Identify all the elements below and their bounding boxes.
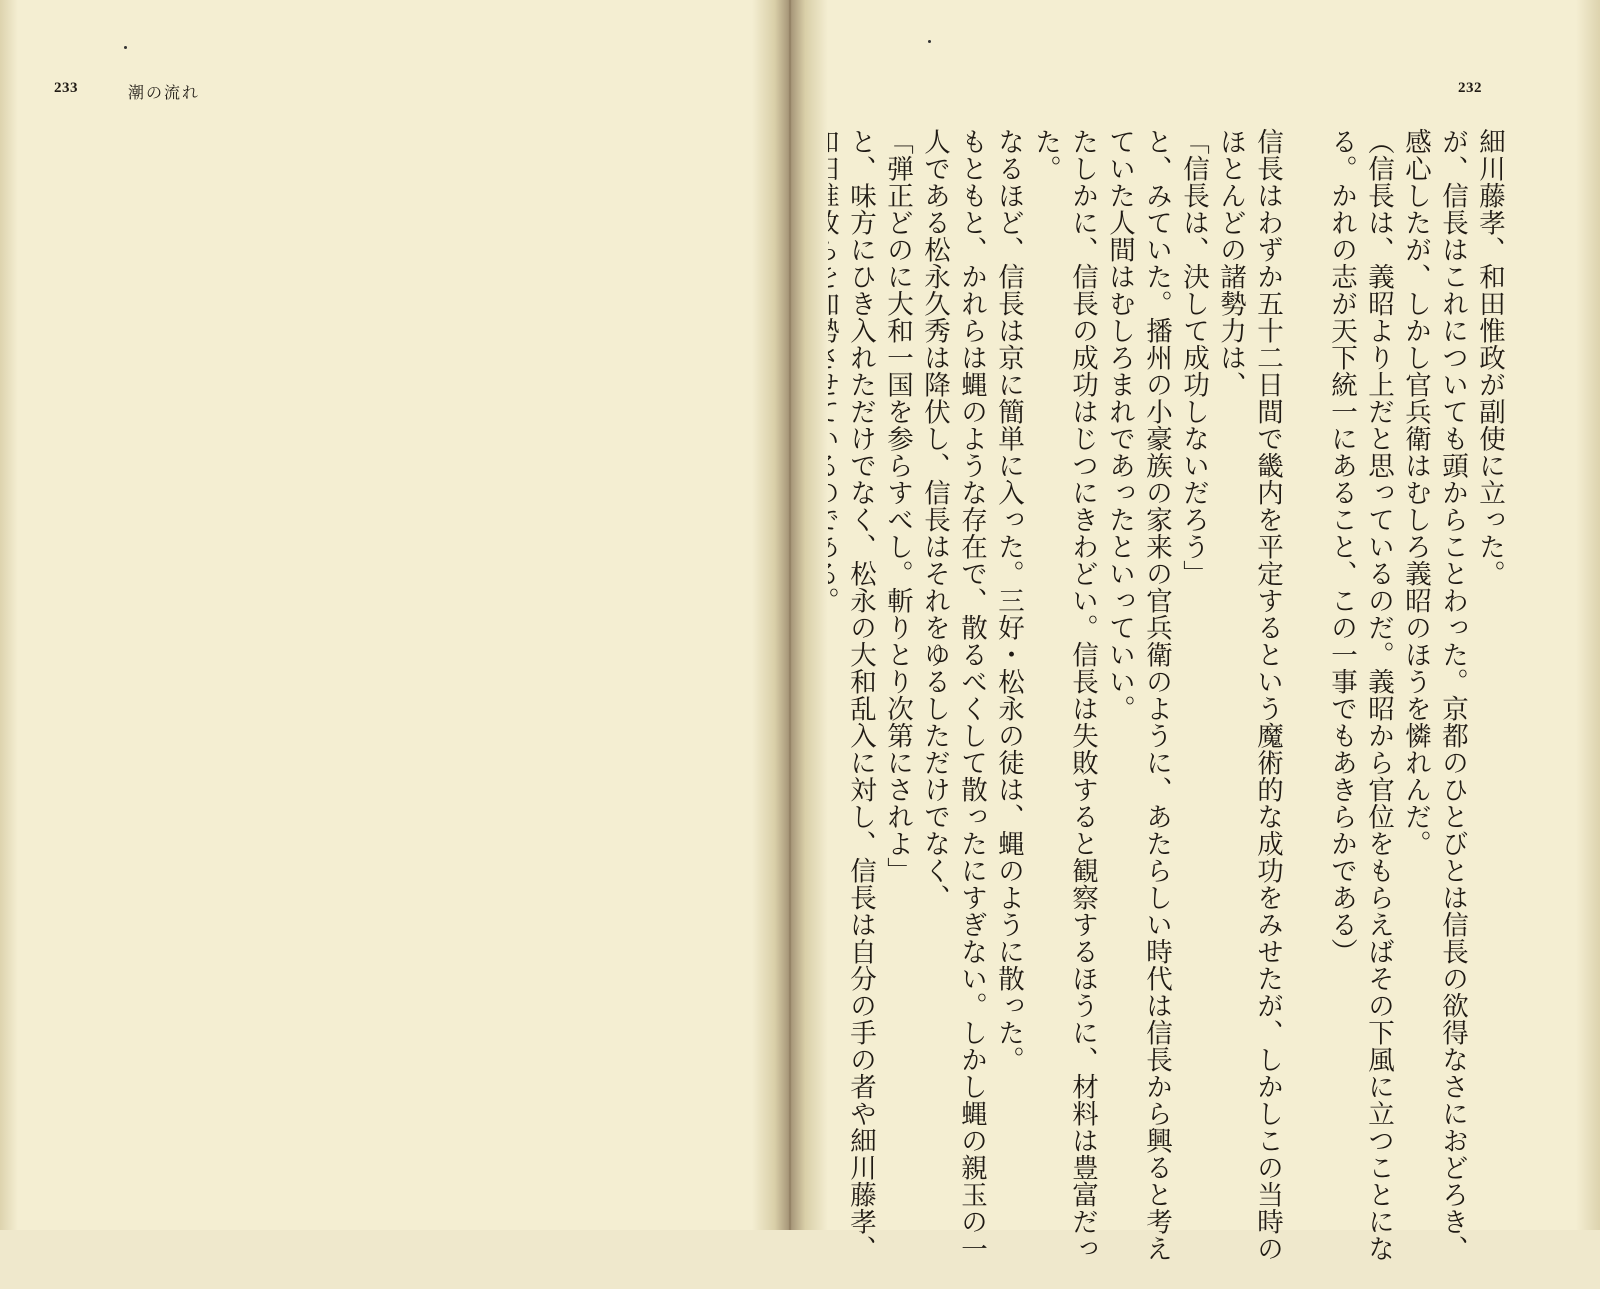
text-line: た。 xyxy=(1030,128,1061,182)
left-page-number: 233 xyxy=(54,80,78,96)
text-line: もともと、かれらは蝿のような存在で、散るべくして散ったにすぎない。しかし蝿の親玉の一 xyxy=(956,128,987,1262)
text-line: る。かれの志が天下統一にあること、この一事でもあきらかである） xyxy=(1326,128,1357,965)
text-line: 信長はわずか五十二日間で畿内を平定するという魔術的な成功をみせたが、しかしこの当時の xyxy=(1252,128,1283,1262)
paper-speck xyxy=(928,40,931,43)
text-line: 細川藤孝、和田惟政が副使に立った。 xyxy=(1474,128,1505,587)
text-line: ほとんどの諸勢力は、 xyxy=(1215,128,1246,398)
book-gutter xyxy=(752,0,828,1230)
text-line: たしかに、信長の成功はじつにきわどい。信長は失敗すると観察するほうに、材料は豊富だっ xyxy=(1067,128,1098,1262)
text-line: 「信長は、決して成功しないだろう」 xyxy=(1178,128,1209,587)
left-page-edge xyxy=(0,0,18,1230)
text-line: 人である松永久秀は降伏し、信長はそれをゆるしただけでなく、 xyxy=(919,128,950,911)
text-line: （信長は、義昭より上だと思っているのだ。義昭から官位をもらえばその下風に立つことにな xyxy=(1363,128,1394,1262)
right-page-body xyxy=(805,128,1508,1262)
text-line: 感心したが、しかし官兵衛はむしろ義昭のほうを憐れんだ。 xyxy=(1400,128,1431,857)
right-page-edge xyxy=(1576,0,1600,1230)
text-line xyxy=(1286,128,1323,1262)
text-line: が、信長はこれについても頭からことわった。京都のひとびとは信長の欲得なさにおどろき、 xyxy=(1437,128,1468,1262)
left-page xyxy=(0,0,790,1230)
right-page-number: 232 xyxy=(1458,80,1482,96)
text-line: と、味方にひき入れただけでなく、松永の大和乱入に対し、信長は自分の手の者や細川藤孝、 xyxy=(845,128,876,1262)
text-line: 「弾正どのに大和一国を参らすべし。斬りとり次第にされよ」 xyxy=(882,128,913,884)
text-line: ていた人間はむしろまれであったといっていい。 xyxy=(1104,128,1135,722)
text-line: なるほど、信長は京に簡単に入った。三好・松永の徒は、蝿のように散った。 xyxy=(993,128,1024,1073)
text-line: と、みていた。播州の小豪族の家来の官兵衛のように、あたらしい時代は信長から興ると考え xyxy=(1141,128,1172,1262)
running-title: 潮の流れ xyxy=(128,85,201,102)
paper-speck xyxy=(124,46,127,49)
